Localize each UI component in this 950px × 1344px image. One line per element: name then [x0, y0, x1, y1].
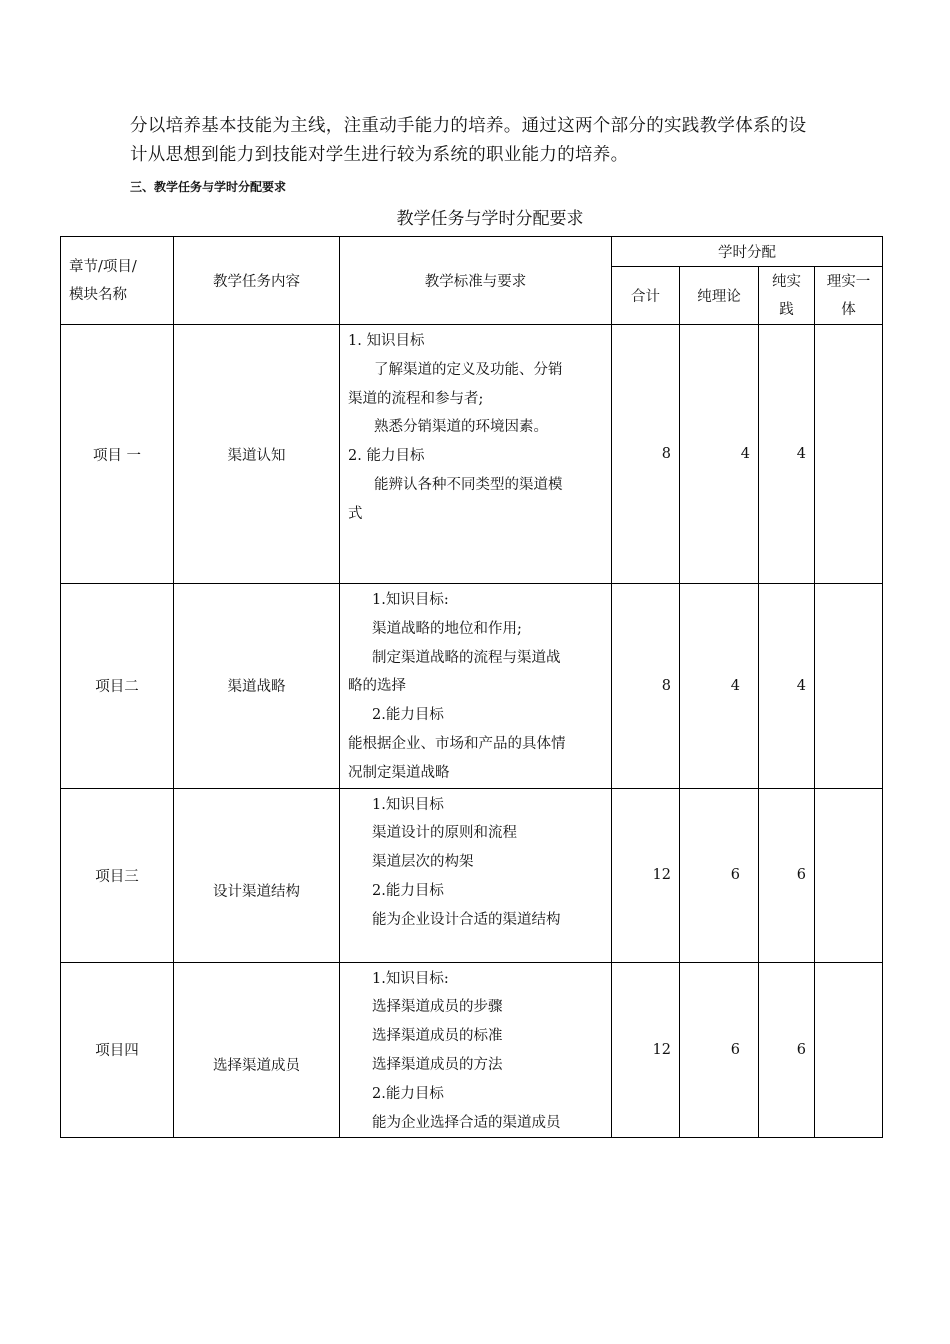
- intro-line-1: 分以培养基本技能为主线，注重动手能力的培养。通过这两个部分的实践教学体系的设: [130, 116, 807, 136]
- row-theory: 4: [680, 584, 759, 789]
- row-theory: 4: [680, 325, 759, 584]
- row-chapter: 项目三: [61, 788, 174, 962]
- standard-line: 选择渠道成员的步骤: [372, 999, 503, 1016]
- row-chapter: 项目二: [61, 584, 174, 789]
- standard-line: 渠道层次的构架: [372, 854, 474, 871]
- standard-line: 2.能力目标: [372, 1085, 444, 1102]
- standard-line: 了解渠道的定义及功能、分销: [374, 361, 563, 378]
- header-integrated: [815, 267, 883, 325]
- standard-line: 渠道设计的原则和流程: [372, 825, 517, 842]
- row-theory: 6: [680, 788, 759, 962]
- row-content: 设计渠道结构: [174, 788, 340, 962]
- table-row: [61, 788, 883, 962]
- standard-line: 选择渠道成员的标准: [372, 1028, 503, 1045]
- row-chapter: 项目 一: [61, 325, 174, 584]
- row-theory: 6: [680, 962, 759, 1138]
- standard-line: 略的选择: [348, 678, 406, 695]
- row-total: 12: [612, 788, 680, 962]
- standard-line: 选择渠道成员的方法: [372, 1056, 503, 1073]
- row-integrated: [815, 962, 883, 1138]
- standard-line: 1. 知识目标: [348, 333, 425, 349]
- row-standard: [340, 788, 612, 962]
- header-total: 合计: [612, 267, 680, 325]
- header-integrated-line2: 体: [841, 301, 856, 318]
- standard-line: 熟悉分销渠道的环境因素。: [374, 419, 548, 436]
- header-chapter-line2: 模块名称: [69, 286, 127, 303]
- standard-line: 能辨认各种不同类型的渠道模: [374, 476, 563, 493]
- header-chapter: [61, 237, 174, 325]
- row-practice: 4: [759, 584, 815, 789]
- table-title: 教学任务与学时分配要求: [396, 209, 584, 229]
- row-integrated: [815, 584, 883, 789]
- row-content: 渠道战略: [174, 584, 340, 789]
- standard-line: 制定渠道战略的流程与渠道战: [372, 649, 561, 666]
- standard-line: 渠道战略的地位和作用;: [372, 620, 522, 637]
- header-theory: 纯理论: [680, 267, 759, 325]
- row-total: 8: [612, 584, 680, 789]
- header-standard: 教学标准与要求: [340, 237, 612, 325]
- row-content: 渠道认知: [174, 325, 340, 584]
- standard-line: 渠道的流程和参与者;: [348, 390, 484, 407]
- row-standard: [340, 962, 612, 1138]
- standard-line: 1.知识目标: [372, 796, 444, 813]
- row-integrated: [815, 325, 883, 584]
- row-practice: 6: [759, 788, 815, 962]
- intro-line-2: 计从思想到能力到技能对学生进行较为系统的职业能力的培养。: [130, 145, 629, 165]
- header-practice-line1: 纯实: [772, 273, 801, 290]
- row-content: 选择渠道成员: [174, 962, 340, 1138]
- standard-line: 1.知识目标:: [372, 970, 449, 987]
- standard-line: 能根据企业、市场和产品的具体情: [348, 735, 566, 752]
- row-integrated: [815, 788, 883, 962]
- header-practice: [759, 267, 815, 325]
- standard-line: 2.能力目标: [372, 707, 444, 724]
- row-chapter: 项目四: [61, 962, 174, 1138]
- header-content: 教学任务内容: [174, 237, 340, 325]
- row-total: 8: [612, 325, 680, 584]
- standard-line: 2. 能力目标: [348, 448, 425, 465]
- section-heading: 三、教学任务与学时分配要求: [130, 180, 287, 194]
- header-integrated-line1: 理实一: [826, 273, 871, 290]
- standard-line: 式: [348, 505, 363, 522]
- standard-line: 1.知识目标:: [372, 592, 449, 608]
- standard-line: 况制定渠道战略: [348, 764, 450, 781]
- standard-line: 能为企业选择合适的渠道成员: [372, 1114, 561, 1131]
- standard-line: 能为企业设计合适的渠道结构: [372, 911, 561, 928]
- row-practice: 6: [759, 962, 815, 1138]
- row-standard: [340, 325, 612, 584]
- hours-allocation-table: [60, 236, 883, 1138]
- row-standard: [340, 584, 612, 789]
- table-row: [61, 584, 883, 789]
- row-practice: 4: [759, 325, 815, 584]
- header-chapter-line1: 章节/项目/: [69, 258, 137, 275]
- header-hours: 学时分配: [612, 237, 883, 267]
- standard-line: 2.能力目标: [372, 882, 444, 899]
- table-row: [61, 325, 883, 584]
- row-total: 12: [612, 962, 680, 1138]
- table-row: [61, 962, 883, 1138]
- intro-paragraph: [130, 112, 870, 170]
- header-practice-line2: 践: [779, 301, 794, 318]
